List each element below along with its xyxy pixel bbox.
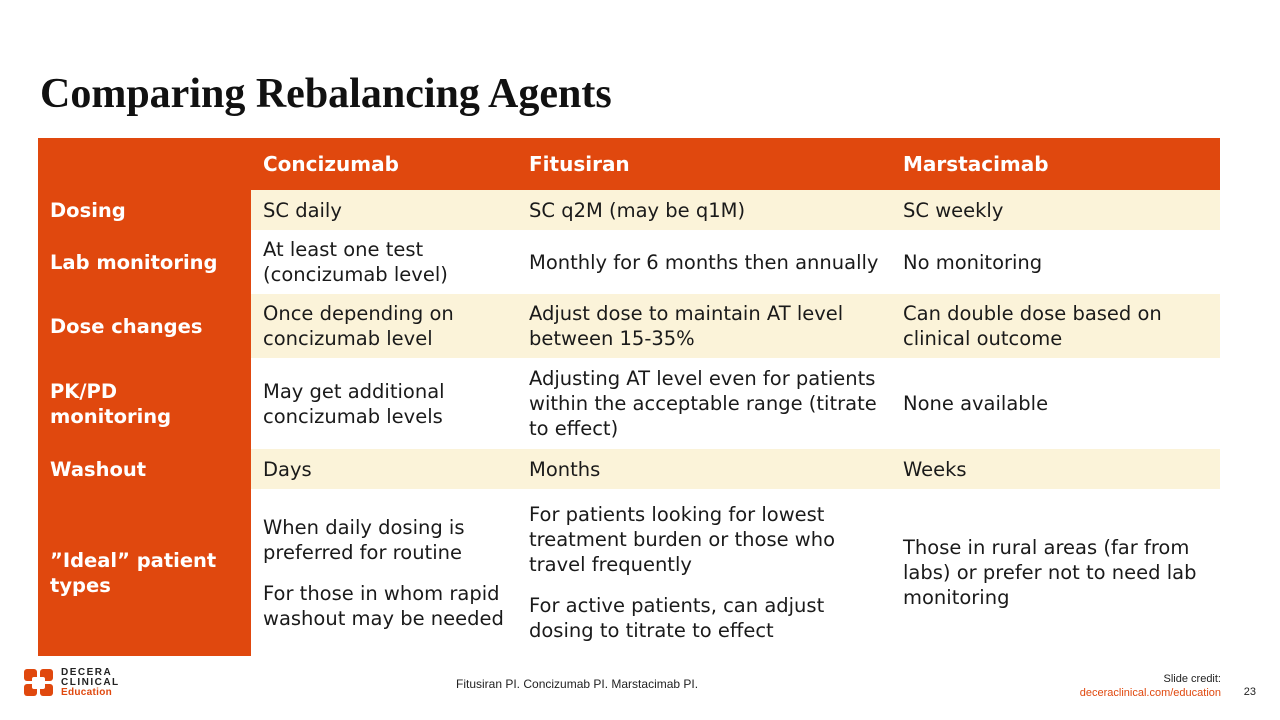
cell-marstacimab: Can double dose based on clinical outcome [891,294,1220,358]
decera-logo [24,668,120,698]
cell-concizumab: May get additional concizumab levels [263,379,445,428]
logo-mark-icon [24,669,54,697]
slide-title: Comparing Rebalancing Agents [40,71,612,117]
row-label-ideal-patient-types: ”Ideal” patient types [38,489,251,656]
cell-concizumab: Days [251,449,517,489]
header-concizumab: Concizumab [251,138,517,190]
cell-marstacimab: Weeks [891,449,1220,489]
table-row [38,358,1220,449]
cell-concizumab: Once depending on concizumab level [251,294,517,358]
cell-fitusiran: Months [517,449,891,489]
cell-concizumab: At least one test (concizumab level) [263,238,448,286]
page-number: 23 [1243,686,1256,698]
header-fitusiran: Fitusiran [517,138,891,190]
row-label-washout: Washout [38,449,251,489]
table-row [38,230,1220,294]
cell-fitusiran: SC q2M (may be q1M) [517,190,891,230]
table-header-row [38,138,1220,190]
cell-fitusiran: Adjusting AT level even for patients within the acceptable range (titrate to effect) [529,367,877,440]
references: Fitusiran PI. Concizumab PI. Marstacimab PI. [456,677,699,691]
cell-marstacimab: Those in rural areas (far from labs) or prefer not to need lab monitoring [903,536,1197,609]
cell-concizumab: SC daily [251,190,517,230]
row-label-pkpd-monitoring: PK/PD monitoring [38,358,251,449]
cell-concizumab: When daily dosing is preferred for routine For those in whom rapid washout may be needed [263,515,504,630]
logo-text: DECERA CLINICAL Education [61,667,120,698]
table-row [38,294,1220,358]
cell-fitusiran: For patients looking for lowest treatment burden or those who travel frequently For active patients, can adjust dosing to titrate to effect [529,503,836,642]
table-row [38,489,1220,656]
row-label-dose-changes: Dose changes [38,294,251,358]
cell-fitusiran: Adjust dose to maintain AT level between 15-35% [517,294,891,358]
table-row [38,449,1220,489]
table-row [38,190,1220,230]
cell-marstacimab: SC weekly [891,190,1220,230]
slide-credit [1080,672,1221,700]
cell-marstacimab: No monitoring [903,250,1043,274]
comparison-table [38,138,1220,656]
credit-label: Slide credit: [1163,673,1221,685]
credit-link[interactable]: deceraclinical.com/education [1079,687,1221,699]
cell-fitusiran: Monthly for 6 months then annually [529,250,879,274]
cell-marstacimab: None available [903,392,1049,415]
header-marstacimab: Marstacimab [891,138,1220,190]
row-label-dosing: Dosing [38,190,251,230]
row-label-lab-monitoring: Lab monitoring [38,230,251,294]
header-corner [38,138,251,190]
